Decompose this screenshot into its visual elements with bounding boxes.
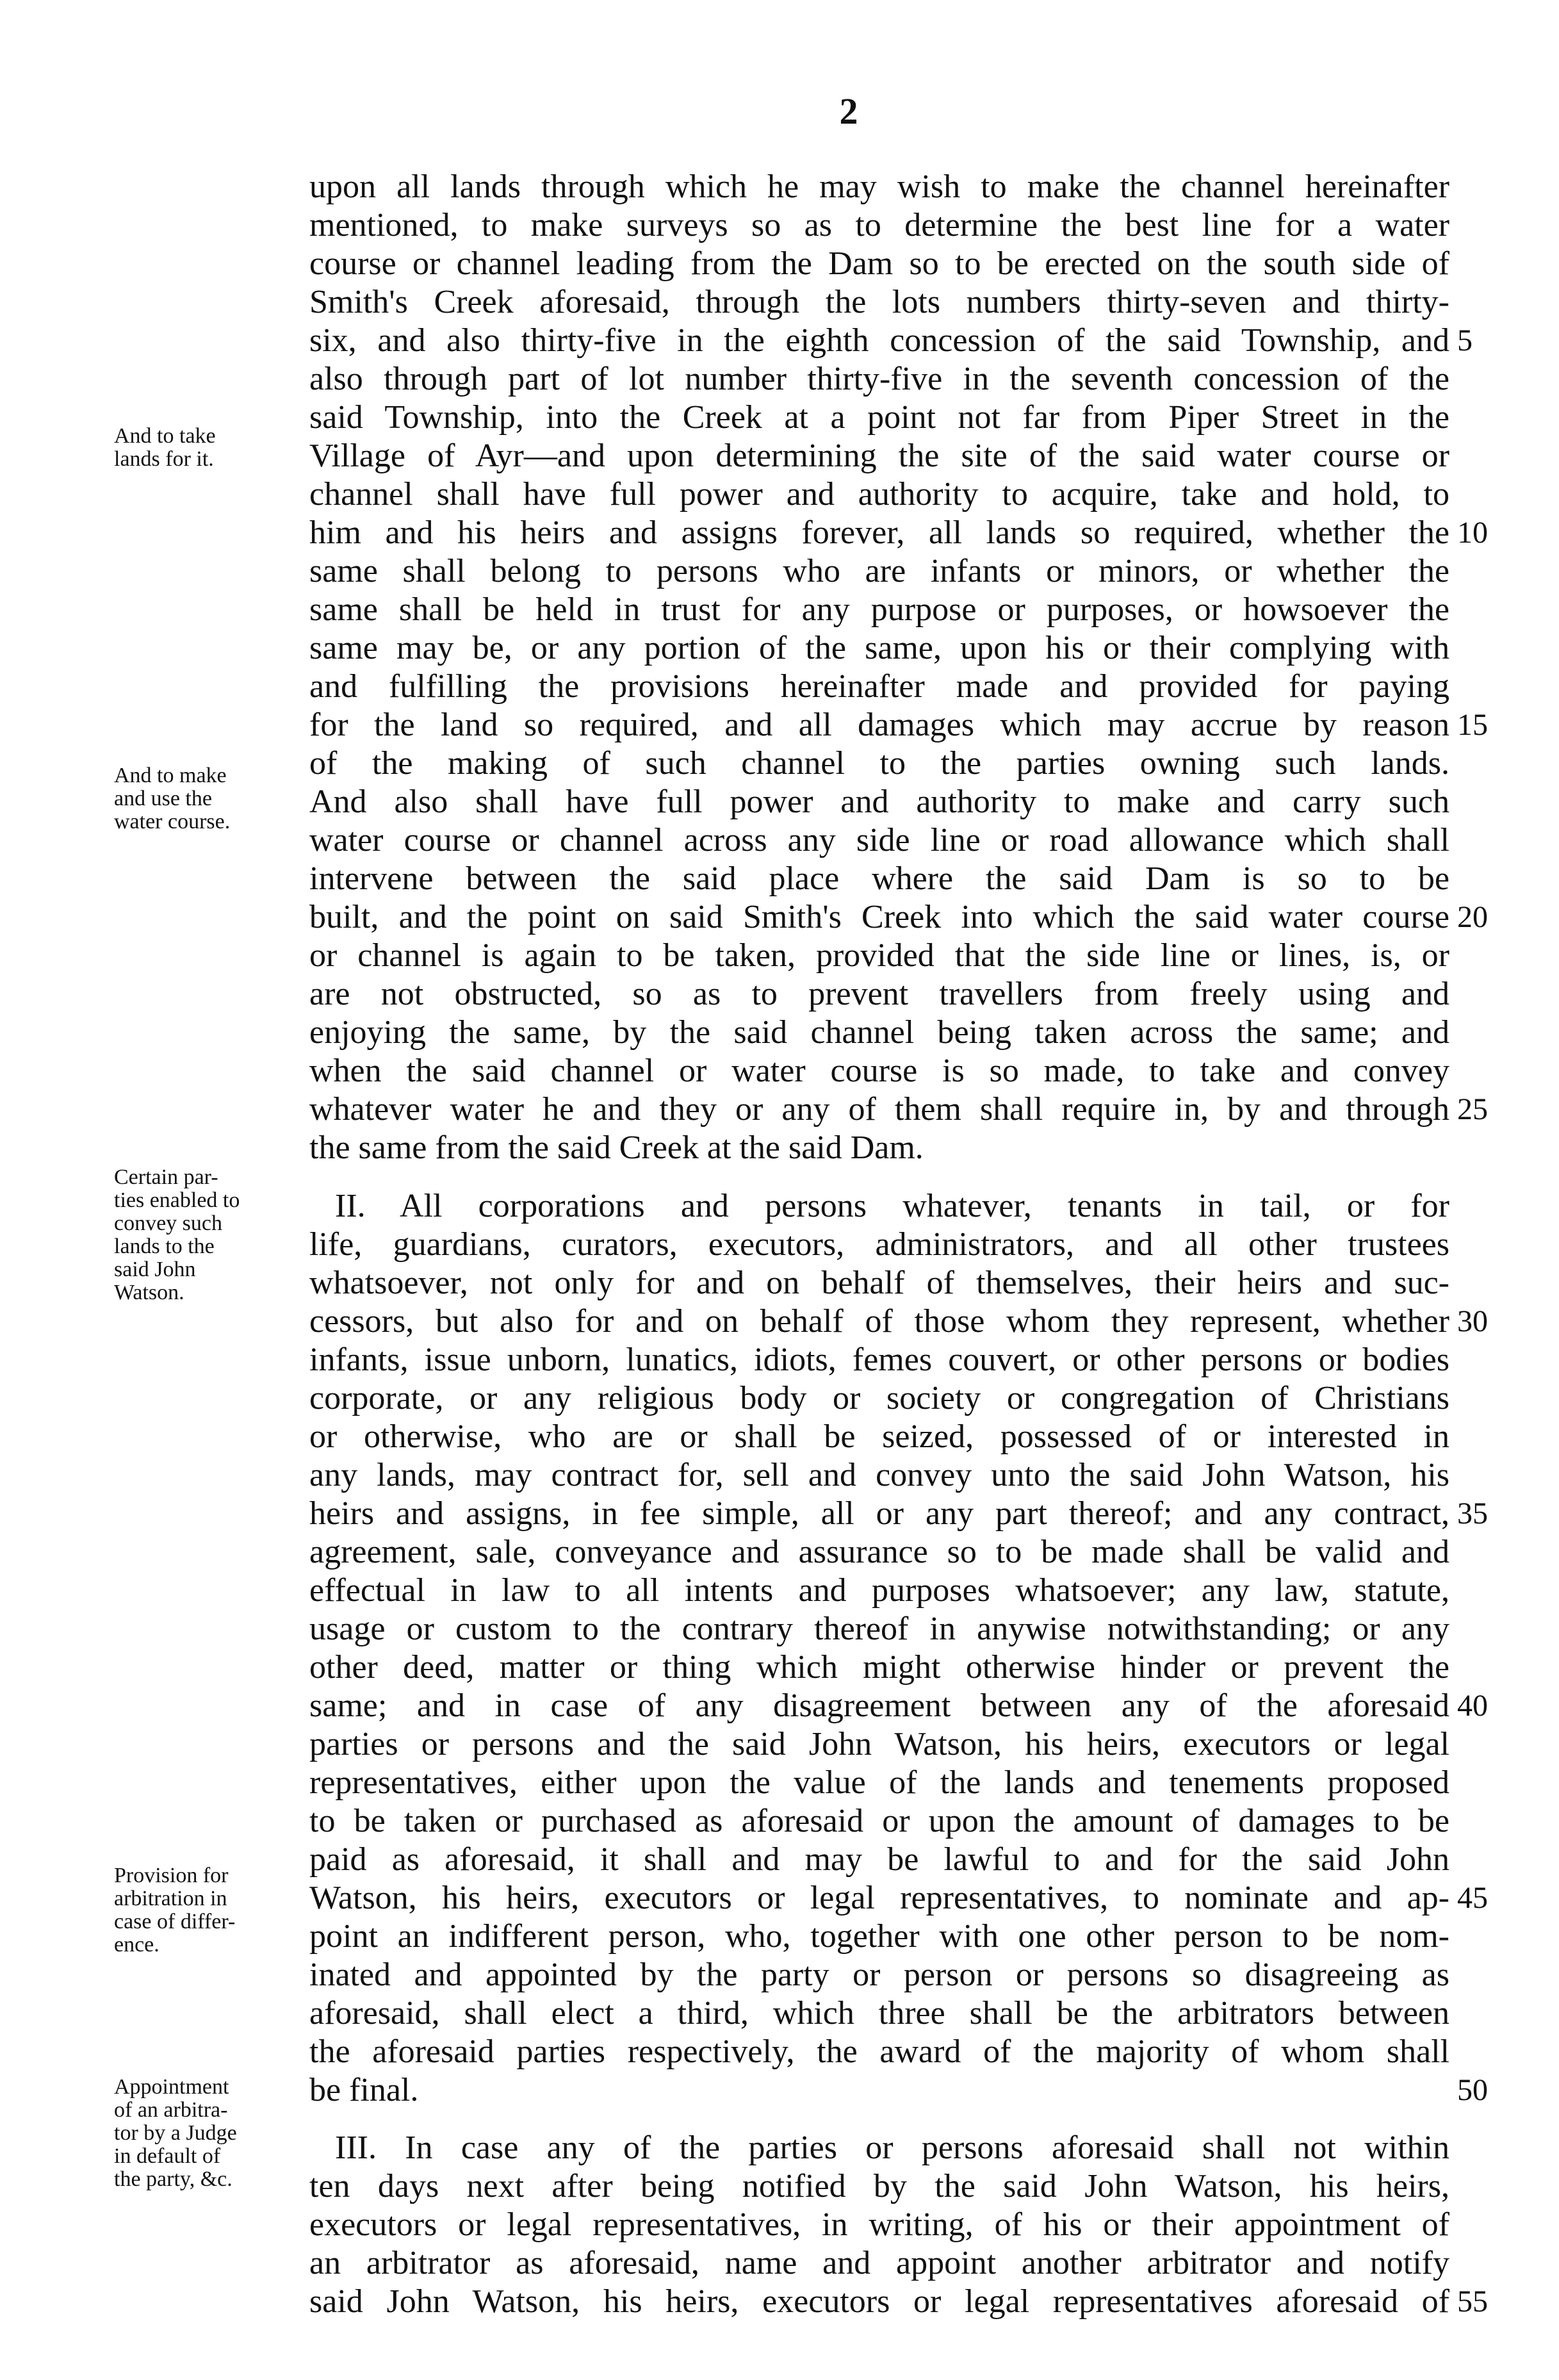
text-line: Watson, his heirs, executors or legal representatives, to nominate and ap-: [309, 1880, 1449, 1916]
sidenote-take-lands: And to take lands for it.: [114, 424, 216, 471]
section-iii-first-line: III. In case any of the parties or persons aforesaid shall not within: [335, 2130, 1449, 2166]
line-number: 20: [1457, 900, 1488, 934]
text-line: ten days next after being notified by the said John Watson, his heirs,: [309, 2168, 1449, 2204]
text-line: life, guardians, curators, executors, administrators, and all other trustees: [309, 1226, 1449, 1263]
text-line: Village of Ayr—and upon determining the site of the said water course or: [309, 438, 1449, 474]
line-number: 50: [1457, 2073, 1488, 2107]
line-number: 25: [1457, 1092, 1488, 1126]
text-line: whatsoever, not only for and on behalf of themselves, their heirs and suc-: [309, 1265, 1449, 1301]
text-line: inated and appointed by the party or person or persons so disagreeing as: [309, 1957, 1449, 1993]
sidenote-convey-lands: Certain par- ties enabled to convey such lands to the said John Watson.: [114, 1165, 240, 1304]
text-line: infants, issue unborn, lunatics, idiots, femes couvert, or other persons or bodies: [309, 1342, 1449, 1378]
sidenote-water-course: And to make and use the water course.: [114, 764, 231, 833]
section-ii-first-line: II. All corporations and persons whatever, tenants in tail, or for: [335, 1188, 1449, 1224]
text-line: point an indifferent person, who, together with one other person to be nom-: [309, 1918, 1449, 1955]
text-line: or channel is again to be taken, provided that the side line or lines, is, or: [309, 937, 1449, 974]
text-line: intervene between the said place where the said Dam is so to be: [309, 860, 1449, 897]
text-line: of the making of such channel to the parties owning such lands.: [309, 745, 1449, 782]
text-line: corporate, or any religious body or society or congregation of Christians: [309, 1380, 1449, 1416]
text-line: usage or custom to the contrary thereof in anywise notwithstanding; or any: [309, 1611, 1449, 1647]
text-line: and fulfilling the provisions hereinafter made and provided for paying: [309, 668, 1449, 705]
text-line: same may be, or any portion of the same, upon his or their complying with: [309, 630, 1449, 666]
text-line: other deed, matter or thing which might otherwise hinder or prevent the: [309, 1649, 1449, 1686]
text-line: effectual in law to all intents and purposes whatsoever; any law, statute,: [309, 1572, 1449, 1609]
text-line: course or channel leading from the Dam so to be erected on the south side of: [309, 245, 1449, 282]
line-number: 15: [1457, 708, 1488, 742]
text-line: also through part of lot number thirty-five in the seventh concession of the: [309, 361, 1449, 397]
text-line: him and his heirs and assigns forever, all lands so required, whether the: [309, 514, 1449, 551]
text-line: mentioned, to make surveys so as to determine the best line for a water: [309, 207, 1449, 243]
text-line: upon all lands through which he may wish to make the channel hereinafter: [309, 168, 1449, 205]
text-line: the same from the said Creek at the said Dam.: [309, 1129, 924, 1166]
text-line: said John Watson, his heirs, executors or legal representatives aforesaid of: [309, 2283, 1449, 2320]
text-line: built, and the point on said Smith's Creek into which the said water course: [309, 899, 1449, 935]
text-line: any lands, may contract for, sell and convey unto the said John Watson, his: [309, 1457, 1449, 1493]
line-number: 45: [1457, 1881, 1488, 1915]
text-line: cessors, but also for and on behalf of those whom they represent, whether: [309, 1303, 1449, 1340]
text-line: six, and also thirty-five in the eighth concession of the said Township, and: [309, 322, 1449, 359]
line-number: 40: [1457, 1689, 1488, 1723]
text-line: Smith's Creek aforesaid, through the lots numbers thirty-seven and thirty-: [309, 284, 1449, 320]
text-line: same shall be held in trust for any purpose or purposes, or howsoever the: [309, 591, 1449, 628]
text-line: And also shall have full power and authority to make and carry such: [309, 784, 1449, 820]
line-number: 5: [1457, 324, 1473, 357]
text-line: to be taken or purchased as aforesaid or upon the amount of damages to be: [309, 1803, 1449, 1839]
text-line: are not obstructed, so as to prevent travellers from freely using and: [309, 976, 1449, 1012]
text-line: be final.: [309, 2072, 419, 2108]
text-line: said Township, into the Creek at a point not far from Piper Street in the: [309, 399, 1449, 436]
text-line: channel shall have full power and authority to acquire, take and hold, to: [309, 476, 1449, 513]
text-line: executors or legal representatives, in writing, of his or their appointment of: [309, 2206, 1449, 2243]
text-line: enjoying the same, by the said channel being taken across the same; and: [309, 1014, 1449, 1051]
text-line: an arbitrator as aforesaid, name and appoint another arbitrator and notify: [309, 2245, 1449, 2281]
text-line: for the land so required, and all damages which may accrue by reason: [309, 707, 1449, 743]
text-line: same; and in case of any disagreement between any of the aforesaid: [309, 1687, 1449, 1724]
text-line: when the said channel or water course is so made, to take and convey: [309, 1053, 1449, 1089]
text-line: agreement, sale, conveyance and assurance so to be made shall be valid and: [309, 1534, 1449, 1570]
line-number: 55: [1457, 2285, 1488, 2318]
text-line: water course or channel across any side line or road allowance which shall: [309, 822, 1449, 858]
line-number: 30: [1457, 1304, 1488, 1338]
text-line: paid as aforesaid, it shall and may be lawful to and for the said John: [309, 1841, 1449, 1878]
text-line: same shall belong to persons who are infants or minors, or whether the: [309, 553, 1449, 589]
text-line: parties or persons and the said John Watson, his heirs, executors or legal: [309, 1726, 1449, 1762]
text-line: aforesaid, shall elect a third, which three shall be the arbitrators between: [309, 1995, 1449, 2031]
text-line: heirs and assigns, in fee simple, all or any part thereof; and any contract,: [309, 1495, 1449, 1532]
text-line: representatives, either upon the value of the lands and tenements proposed: [309, 1764, 1449, 1801]
line-number: 35: [1457, 1497, 1488, 1531]
sidenote-arbitration: Provision for arbitration in case of differ- ence.: [114, 1864, 236, 1957]
text-line: whatever water he and they or any of them shall require in, by and through: [309, 1091, 1449, 1128]
text-line: or otherwise, who are or shall be seized, possessed of or interested in: [309, 1418, 1449, 1455]
text-line: the aforesaid parties respectively, the award of the majority of whom shall: [309, 2033, 1449, 2070]
page-number: 2: [839, 90, 858, 132]
line-number: 10: [1457, 516, 1488, 550]
sidenote-appointment: Appointment of an arbitra- tor by a Judge in default of the party, &c.: [114, 2075, 237, 2191]
